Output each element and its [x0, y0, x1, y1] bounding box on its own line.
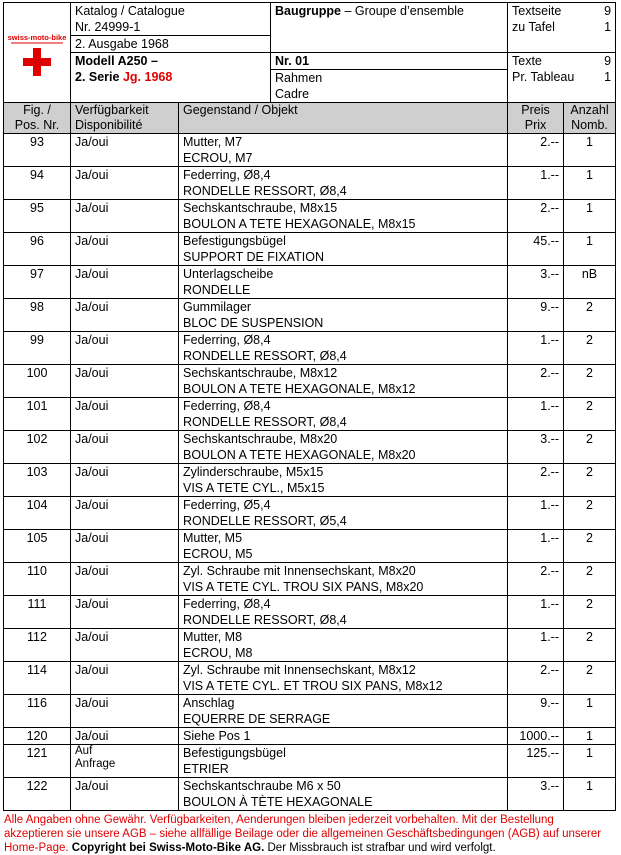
availability: Ja/oui: [75, 399, 109, 413]
object-cell: [179, 398, 508, 431]
table-row: [4, 563, 616, 596]
col-quantity: Anzahl Nomb.: [564, 103, 616, 134]
quantity-cell: [564, 629, 616, 662]
pos-cell: [4, 497, 71, 530]
availability: Ja/oui: [75, 630, 109, 644]
quantity-cell: [564, 233, 616, 266]
object-fr: VIS A TETE CYL. ET TROU SIX PANS, M8x12: [183, 679, 443, 693]
price: 9.--: [540, 300, 559, 314]
pr-tableau-value: 1: [604, 70, 612, 84]
col-object: Gegenstand / Objekt: [179, 103, 508, 134]
col-availability: Verfügbarkeit Disponibilité: [71, 103, 179, 134]
price-cell: [508, 266, 564, 299]
pos-cell: [4, 596, 71, 629]
table-row: [4, 299, 616, 332]
pos-number: 121: [26, 746, 48, 760]
availability-cell: [71, 299, 179, 332]
object-cell: [179, 464, 508, 497]
price: 1.--: [540, 399, 559, 413]
copyright-bold: Copyright bei Swiss-Moto-Bike AG.: [71, 842, 265, 854]
pos-number: 122: [26, 779, 48, 793]
catalog-page: [3, 2, 615, 855]
object-de: Mutter, M8: [183, 630, 243, 644]
availability-cell: [71, 398, 179, 431]
price-cell: [508, 332, 564, 365]
price-cell: [508, 233, 564, 266]
price: 2.--: [540, 465, 559, 479]
availability: Ja/oui: [75, 366, 109, 380]
availability-cell: [71, 695, 179, 728]
price: 2.--: [540, 135, 559, 149]
availability-cell: [71, 728, 179, 745]
price: 1.--: [540, 630, 559, 644]
pos-cell: [4, 233, 71, 266]
price: 1.--: [540, 498, 559, 512]
pos-cell: [4, 530, 71, 563]
price: 1.--: [540, 531, 559, 545]
price: 1.--: [540, 168, 559, 182]
price: 9.--: [540, 696, 559, 710]
model-cell: [71, 53, 271, 103]
copyright-text: Der Missbrauch ist strafbar und wird verfolgt.: [264, 842, 496, 854]
pos-cell: [4, 398, 71, 431]
quantity: 2: [586, 399, 593, 413]
catalog-cell: [71, 3, 271, 36]
price: 3.--: [540, 779, 559, 793]
price-cell: [508, 398, 564, 431]
series-line: 2. Serie Jg. 1968: [75, 70, 173, 84]
group-name-cell: [271, 70, 508, 103]
table-row: [4, 662, 616, 695]
pos-cell: [4, 662, 71, 695]
availability: Ja/oui: [75, 234, 109, 248]
table-row: [4, 332, 616, 365]
textseite-value: 9: [604, 4, 612, 18]
object-fr: ECROU, M7: [183, 151, 253, 165]
object-cell: [179, 596, 508, 629]
table-row: [4, 497, 616, 530]
object-de: Zyl. Schraube mit Innensechskant, M8x12: [183, 663, 416, 677]
object-cell: [179, 431, 508, 464]
object-cell: [179, 299, 508, 332]
object-de: Federring, Ø8,4: [183, 333, 271, 347]
table-row: [4, 266, 616, 299]
footer: [3, 813, 615, 855]
object-de: Befestigungsbügel: [183, 746, 286, 760]
quantity: 2: [586, 432, 593, 446]
quantity-cell: [564, 332, 616, 365]
texte-value: 9: [604, 54, 612, 68]
pos-number: 111: [27, 597, 47, 611]
pr-tableau-label: Pr. Tableau: [512, 70, 575, 84]
availability: Ja/oui: [75, 779, 109, 793]
object-cell: [179, 332, 508, 365]
quantity-cell: [564, 695, 616, 728]
pos-number: 103: [26, 465, 48, 479]
quantity: 2: [586, 366, 593, 380]
table-row: [4, 629, 616, 662]
price-cell: [508, 134, 564, 167]
quantity: 2: [586, 597, 593, 611]
catalog-table: [3, 2, 616, 811]
object-de: Sechskantschraube M6 x 50: [183, 779, 341, 793]
table-row: [4, 464, 616, 497]
availability-cell: [71, 233, 179, 266]
pos-cell: [4, 299, 71, 332]
disclaimer-text: Alle Angaben ohne Gewähr. Verfügbarkeiten, Aenderungen bleiben jederzeit vorbehalten. Mit der Bestellung akzeptieren sie unsere AGB – siehe allfällige Beilage oder die allgemeinen Geschäftsbedingungen (AGB) auf unserer Home-Page.: [4, 814, 602, 854]
price-cell: [508, 662, 564, 695]
quantity-cell: [564, 431, 616, 464]
object-fr: RONDELLE RESSORT, Ø8,4: [183, 415, 347, 429]
table-row: [4, 365, 616, 398]
object-fr: BLOC DE SUSPENSION: [183, 316, 324, 330]
availability-cell: [71, 745, 179, 778]
price: 3.--: [540, 267, 559, 281]
availability-cell: [71, 365, 179, 398]
logo-cell: [4, 3, 71, 103]
quantity-cell: [564, 778, 616, 811]
quantity: 2: [586, 564, 593, 578]
object-cell: [179, 497, 508, 530]
pos-number: 105: [26, 531, 48, 545]
quantity: 1: [586, 234, 593, 248]
group-number-cell: [271, 53, 508, 70]
table-row: [4, 200, 616, 233]
table-row: [4, 728, 616, 745]
table-row: [4, 167, 616, 200]
table-row: [4, 530, 616, 563]
quantity: 2: [586, 663, 593, 677]
pos-cell: [4, 563, 71, 596]
quantity-cell: [564, 365, 616, 398]
quantity: 2: [586, 300, 593, 314]
pos-cell: [4, 200, 71, 233]
quantity: 1: [586, 746, 593, 760]
pos-cell: [4, 167, 71, 200]
pos-cell: [4, 745, 71, 778]
group-title: Baugruppe: [275, 4, 341, 18]
quantity: 1: [586, 729, 593, 743]
availability-cell: [71, 266, 179, 299]
pos-number: 97: [30, 267, 44, 281]
table-row: [4, 431, 616, 464]
table-row: [4, 596, 616, 629]
group-subtitle: – Groupe d’ensemble: [340, 4, 464, 18]
pos-number: 112: [27, 630, 47, 644]
pos-cell: [4, 332, 71, 365]
pos-cell: [4, 431, 71, 464]
object-cell: [179, 266, 508, 299]
quantity: 1: [586, 201, 593, 215]
pos-number: 96: [30, 234, 44, 248]
price: 1.--: [540, 333, 559, 347]
price: 2.--: [540, 564, 559, 578]
pos-cell: [4, 464, 71, 497]
pos-cell: [4, 134, 71, 167]
availability-cell: [71, 167, 179, 200]
availability: Ja/oui: [75, 168, 109, 182]
catalog-label: Katalog / Catalogue: [75, 4, 185, 18]
pos-cell: [4, 695, 71, 728]
object-cell: [179, 778, 508, 811]
pos-cell: [4, 365, 71, 398]
price-cell: [508, 728, 564, 745]
availability-cell: [71, 629, 179, 662]
availability-cell: [71, 662, 179, 695]
group-name-de: Rahmen: [275, 71, 323, 85]
price-cell: [508, 778, 564, 811]
object-cell: [179, 167, 508, 200]
col-fig: Fig. / Pos. Nr.: [4, 103, 71, 134]
quantity-cell: [564, 596, 616, 629]
quantity: 2: [586, 630, 593, 644]
quantity-cell: [564, 299, 616, 332]
pos-number: 104: [26, 498, 48, 512]
availability: Auf Anfrage: [75, 745, 116, 770]
availability: Ja/oui: [75, 696, 109, 710]
availability-cell: [71, 464, 179, 497]
quantity: 2: [586, 465, 593, 479]
texte-label: Texte: [512, 54, 542, 68]
availability: Ja/oui: [75, 498, 109, 512]
availability: Ja/oui: [75, 465, 109, 479]
availability: Ja/oui: [75, 300, 109, 314]
object-de: Sechskantschraube, M8x12: [183, 366, 338, 380]
quantity-cell: [564, 745, 616, 778]
pos-number: 114: [27, 663, 47, 677]
object-fr: RONDELLE: [183, 283, 251, 297]
object-fr: BOULON A TETE HEXAGONALE, M8x15: [183, 217, 416, 231]
object-cell: [179, 745, 508, 778]
quantity: nB: [581, 267, 598, 281]
quantity: 1: [586, 779, 593, 793]
availability-cell: [71, 431, 179, 464]
availability-cell: [71, 332, 179, 365]
pos-cell: [4, 728, 71, 745]
pos-cell: [4, 266, 71, 299]
price-cell: [508, 464, 564, 497]
object-de: Mutter, M7: [183, 135, 243, 149]
availability: Ja/oui: [75, 135, 109, 149]
textseite-label: Textseite: [512, 4, 562, 18]
pos-number: 102: [26, 432, 48, 446]
object-cell: [179, 662, 508, 695]
quantity-cell: [564, 728, 616, 745]
pos-number: 101: [26, 399, 48, 413]
object-fr: RONDELLE RESSORT, Ø5,4: [183, 514, 347, 528]
object-fr: SUPPORT DE FIXATION: [183, 250, 324, 264]
quantity-cell: [564, 200, 616, 233]
price-cell: [508, 745, 564, 778]
object-de: Federring, Ø8,4: [183, 597, 271, 611]
table-row: [4, 233, 616, 266]
table-row: [4, 745, 616, 778]
availability: Ja/oui: [75, 531, 109, 545]
column-header-row: [4, 103, 616, 134]
object-cell: [179, 728, 508, 745]
availability-cell: [71, 497, 179, 530]
object-cell: [179, 134, 508, 167]
object-cell: [179, 530, 508, 563]
texte-cell: [508, 53, 616, 103]
price: 1000.--: [519, 729, 559, 743]
pos-number: 116: [27, 696, 47, 710]
object-cell: [179, 629, 508, 662]
object-de: Gummilager: [183, 300, 252, 314]
price: 2.--: [540, 366, 559, 380]
object-fr: EQUERRE DE SERRAGE: [183, 712, 331, 726]
object-fr: ECROU, M8: [183, 646, 253, 660]
price: 2.--: [540, 663, 559, 677]
object-de: Federring, Ø5,4: [183, 498, 271, 512]
zu-tafel-label: zu Tafel: [512, 20, 555, 34]
object-fr: ETRIER: [183, 762, 229, 776]
pos-number: 93: [30, 135, 44, 149]
availability-cell: [71, 530, 179, 563]
price: 3.--: [540, 432, 559, 446]
object-fr: VIS A TETE CYL. TROU SIX PANS, M8x20: [183, 580, 424, 594]
quantity-cell: [564, 266, 616, 299]
object-de: Sechskantschraube, M8x15: [183, 201, 338, 215]
textseite-cell: [508, 3, 616, 53]
object-de: Siehe Pos 1: [183, 729, 251, 743]
availability: Ja/oui: [75, 663, 109, 677]
pos-number: 99: [30, 333, 44, 347]
availability: Ja/oui: [75, 333, 109, 347]
availability: Ja/oui: [75, 564, 109, 578]
availability: Ja/oui: [75, 597, 109, 611]
quantity-cell: [564, 167, 616, 200]
quantity-cell: [564, 497, 616, 530]
quantity-cell: [564, 662, 616, 695]
object-de: Mutter, M5: [183, 531, 243, 545]
price-cell: [508, 365, 564, 398]
object-de: Sechskantschraube, M8x20: [183, 432, 338, 446]
model-name: A250: [117, 54, 148, 68]
pos-number: 120: [26, 729, 48, 743]
quantity-cell: [564, 464, 616, 497]
object-de: Unterlagscheibe: [183, 267, 274, 281]
series-year: Jg. 1968: [122, 70, 173, 84]
svg-text:swiss-moto-bike: swiss-moto-bike: [8, 32, 66, 42]
object-fr: RONDELLE RESSORT, Ø8,4: [183, 184, 347, 198]
price-cell: [508, 497, 564, 530]
pos-number: 95: [30, 201, 44, 215]
price-cell: [508, 596, 564, 629]
quantity-cell: [564, 563, 616, 596]
swiss-moto-bike-logo: [8, 24, 66, 82]
group-number: Nr. 01: [275, 54, 310, 68]
table-row: [4, 134, 616, 167]
parts-list: [4, 134, 616, 811]
price-cell: [508, 695, 564, 728]
price: 125.--: [526, 746, 559, 760]
object-cell: [179, 200, 508, 233]
price-cell: [508, 167, 564, 200]
pos-number: 100: [26, 366, 48, 380]
quantity: 2: [586, 531, 593, 545]
price: 2.--: [540, 201, 559, 215]
object-cell: [179, 233, 508, 266]
availability: Ja/oui: [75, 201, 109, 215]
object-de: Federring, Ø8,4: [183, 399, 271, 413]
object-fr: BOULON À TÈTE HEXAGONALE: [183, 795, 373, 809]
pos-cell: [4, 778, 71, 811]
pos-number: 110: [27, 564, 47, 578]
availability: Ja/oui: [75, 432, 109, 446]
edition-cell: [71, 36, 271, 53]
availability-cell: [71, 200, 179, 233]
table-row: [4, 695, 616, 728]
price-cell: [508, 200, 564, 233]
group-cell: [271, 3, 508, 53]
object-fr: ECROU, M5: [183, 547, 253, 561]
price-cell: [508, 563, 564, 596]
table-row: [4, 398, 616, 431]
quantity-cell: [564, 134, 616, 167]
table-row: [4, 778, 616, 811]
catalog-number: Nr. 24999-1: [75, 20, 141, 34]
object-cell: [179, 563, 508, 596]
object-cell: [179, 365, 508, 398]
object-de: Zyl. Schraube mit Innensechskant, M8x20: [183, 564, 416, 578]
quantity: 2: [586, 333, 593, 347]
object-fr: RONDELLE RESSORT, Ø8,4: [183, 349, 347, 363]
pos-number: 94: [30, 168, 44, 182]
object-de: Befestigungsbügel: [183, 234, 286, 248]
price-cell: [508, 299, 564, 332]
availability-cell: [71, 134, 179, 167]
object-fr: VIS A TETE CYL., M5x15: [183, 481, 325, 495]
quantity-cell: [564, 398, 616, 431]
col-price: Preis Prix: [508, 103, 564, 134]
price-cell: [508, 629, 564, 662]
availability: Ja/oui: [75, 267, 109, 281]
group-name-fr: Cadre: [275, 87, 310, 101]
price: 1.--: [540, 597, 559, 611]
pos-number: 98: [30, 300, 44, 314]
zu-tafel-value: 1: [604, 20, 612, 34]
quantity: 1: [586, 135, 593, 149]
price-cell: [508, 431, 564, 464]
object-fr: RONDELLE RESSORT, Ø8,4: [183, 613, 347, 627]
object-fr: BOULON A TETE HEXAGONALE, M8x20: [183, 448, 416, 462]
model-line: Modell A250 –: [75, 54, 158, 68]
price-cell: [508, 530, 564, 563]
edition-text: 2. Ausgabe 1968: [75, 37, 169, 51]
quantity: 2: [586, 498, 593, 512]
object-fr: BOULON A TETE HEXAGONALE, M8x12: [183, 382, 416, 396]
availability-cell: [71, 596, 179, 629]
availability-cell: [71, 563, 179, 596]
quantity: 1: [586, 696, 593, 710]
object-de: Anschlag: [183, 696, 235, 710]
availability: Ja/oui: [75, 729, 109, 743]
object-cell: [179, 695, 508, 728]
quantity: 1: [586, 168, 593, 182]
price: 45.--: [533, 234, 559, 248]
quantity-cell: [564, 530, 616, 563]
pos-cell: [4, 629, 71, 662]
object-de: Federring, Ø8,4: [183, 168, 271, 182]
object-de: Zylinderschraube, M5x15: [183, 465, 324, 479]
availability-cell: [71, 778, 179, 811]
